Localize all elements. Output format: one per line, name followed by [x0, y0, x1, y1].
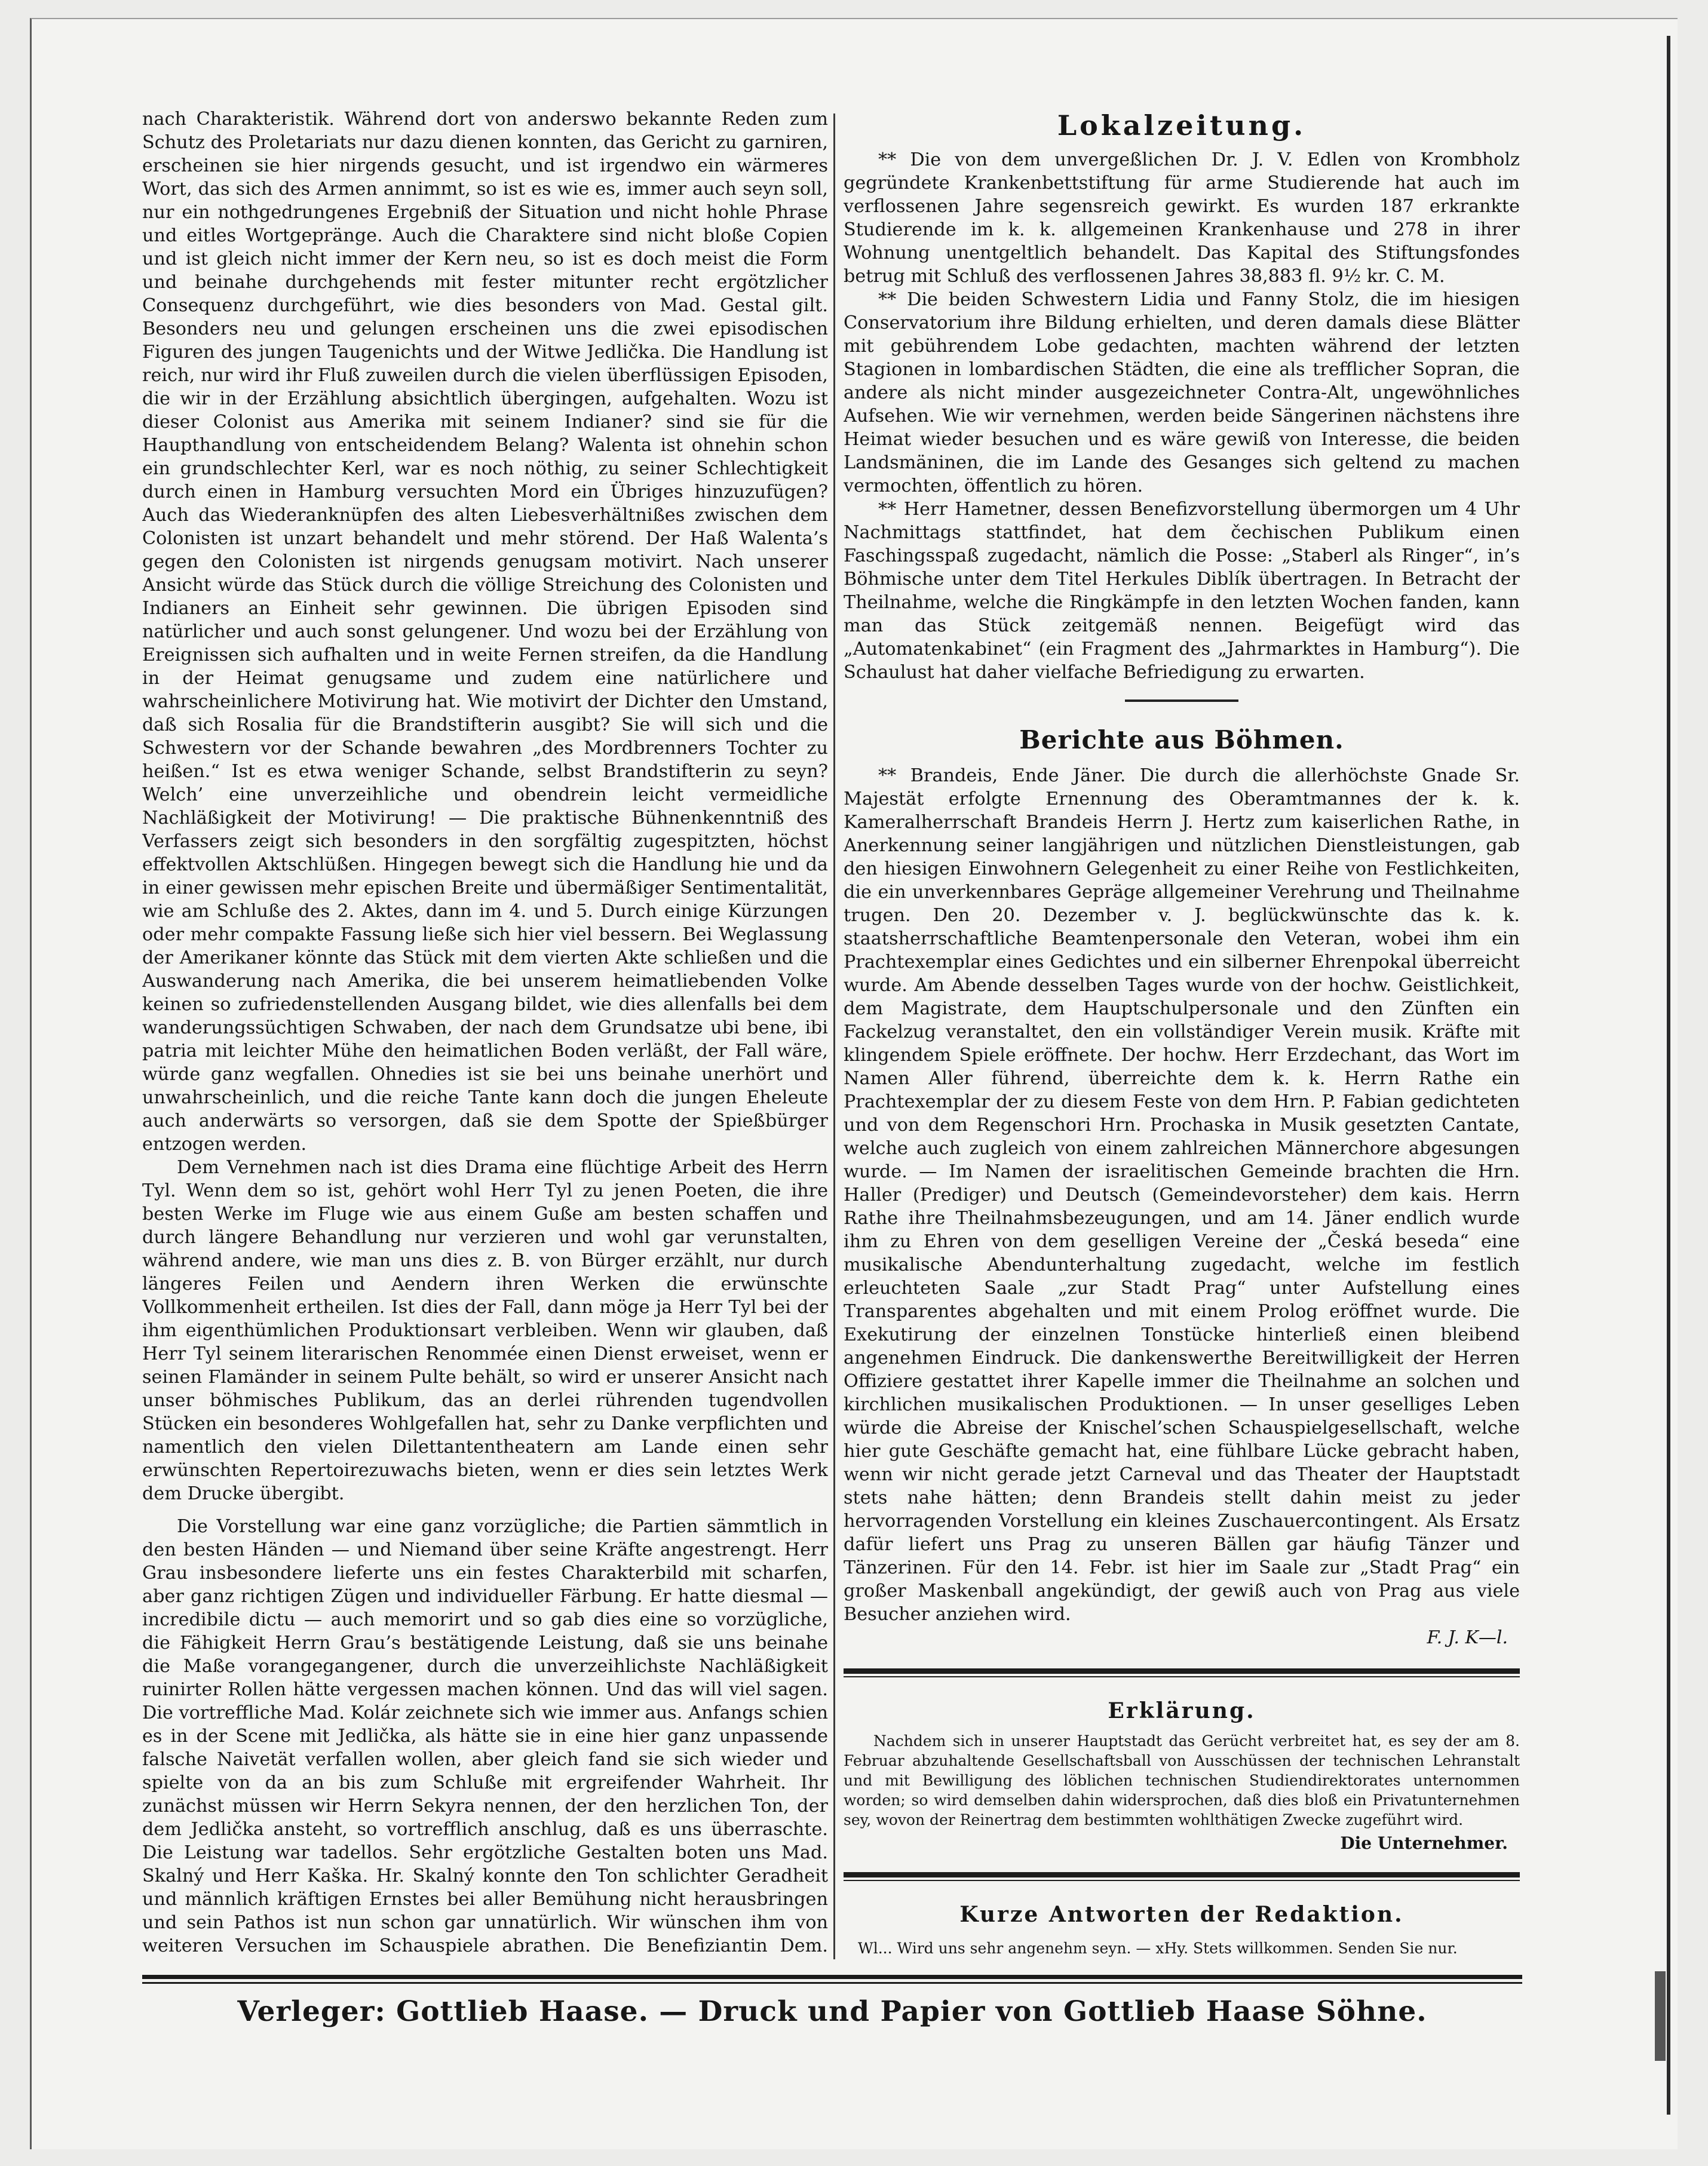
section-rule-thick — [844, 1668, 1520, 1674]
section-rule — [1125, 699, 1238, 702]
report-paragraph: ** Brandeis, Ende Jäner. Die durch die allerhöchste Gnade Sr. Majestät erfolgte Ernennung des Oberamtmannes der k. k. Kameralherrschaft Brandeis Herrn J. Hertz zum kaiserlichen Rathe, in Anerkennung seiner langjährigen und nützlichen Dienstleistungen, gab den hiesigen Einwohnern Gelegenheit zu einer Reihe von Festlichkeiten, die ein unverkennbares Gepräge allgemeiner Verehrung und Theilnahme trugen. Den 20. Dezember v. J. beglückwünschte das k. k. staatsherrschaftliche Beamtenpersonale den Veteran, wobei ihm ein Prachtexemplar eines Gedichtes und ein silberner Ehrenpokal überreicht wurde. Am Abende desselben Tages wurde von der hochw. Geistlichkeit, dem Magistrate, dem Hauptschulpersonale und den Zünften ein Fackelzug veranstaltet, den ein vollständiger Verein musik. Kräfte mit klingendem Spiele eröffnete. Der hochw. Herr Erzdechant, das Wort im Namen Aller führend, überreichte dem k. k. Herrn Rathe ein Prachtexemplar der zu diesem Feste von dem Hrn. P. Fabian gedichteten und von dem Regenschori Hrn. Prochaska in Musik gesetzten Cantate, welche auch zugleich von einem zahlreichen Männerchore abgesungen wurde. — Im Namen der israelitischen Gemeinde brachten die Hrn. Haller (Prediger) und Deutsch (Gemeindevorsteher) dem kais. Herrn Rathe ihre Theilnahmsbezeugungen, und am 14. Jäner endlich wurde ihm zu Ehren von dem geselligen Vereine der „Česká beseda“ eine musikalische Abendunterhaltung zugedacht, welche im festlich erleuchteten Saale „zur Stadt Prag“ unter Aufstellung eines Transparentes abgehalten und mit einem Prolog eröffnet wurde. Die Exekutirung der einzelnen Tonstücke hinterließ einen bleibend angenehmen Eindruck. Die dankenswerthe Bereitwilligkeit der Herren Offiziere gestattet ihrer Kapelle immer die Theilnahme an solchen und kirchlichen musikalischen Produktionen. — In unser geselliges Leben würde die Abreise der Knischel’schen Schauspielgesellschaft, welche hier gute Geschäfte gemacht hat, eine fühlbare Lücke gebracht haben, wenn wir nicht gerade jetzt Carneval und das Theater der Hauptstadt stets nahe hätten; denn Brandeis stellt dahin meist zu jeder hervorragenden Vorstellung ein kleines Zuschauercontingent. Als Ersatz dafür liefert uns Prag zu unseren Bällen gar häufig Tänzer und Tänzerinen. Für den 14. Febr. ist hier im Saale zur „Stadt Prag“ ein großer Maskenball angekündigt, der gewiß auch von Prag aus viele Besucher anziehen wird. — [844, 765, 1520, 1625]
review-paragraph: Dem Vernehmen nach ist dies Drama eine flüchtige Arbeit des Herrn Tyl. Wenn dem so ist, gehört wohl Herr Tyl zu jenen Poeten, die ihre besten Werke im Fluge wie aus einem Guße am besten schaffen und durch längere Behandlung nur verzieren und wohl gar verunstalten, während andere, wie man uns dies z. B. von Bürger erzählt, nur durch längeres Feilen und Aendern ihren Werken die erwünschte Vollkommenheit ertheilen. Ist dies der Fall, dann möge ja Herr Tyl bei der ihm eigenthümlichen Produktionsart verbleiben. Wenn wir glauben, daß Herr Tyl seinem literarischen Renommée einen Dienst erweiset, wenn er seinen Flamänder in seinem Pulte behält, so wird er unserer Ansicht nach unser böhmisches Publikum, das an derlei rührenden tugendvollen Stücken ein besonderes Wohlgefallen hat, sehr zu Danke verpflichten und namentlich den vielen Dilettantentheatern am Lande einen sehr erwünschten Repertoirezuwachs bieten, wenn er dies sein letztes Werk dem Drucke übergibt. — [142, 1157, 828, 1504]
local-news-item: ** Die von dem unvergeßlichen Dr. J. V. Edlen von Krombholz gegründete Krankenbettstiftung für arme Studierende hat auch im verflossenen Jahre segensreich gewirkt. Es wurden 187 erkrankte Studierende im k. k. allgemeinen Krankenhause und 278 in ihrer Wohnung unentgeltlich behandelt. Das Kapital des Stiftungsfondes betrug mit Schluß des verflossenen Jahres 38,883 fl. 9½ kr. C. M. — [844, 149, 1520, 287]
report-signature: F. J. K—l. — [1427, 1627, 1508, 1648]
local-news-item: ** Die beiden Schwestern Lidia und Fanny Stolz, die im hiesigen Conservatorium ihre Bildung erhielten, und deren damals diese Blätter mit gebührendem Lobe gedachten, machten während der letzten Stagionen in lombardischen Städten, die eine als trefflicher Sopran, die andere als nicht minder ausgezeichneter Contra-Alt, ungewöhnliches Aufsehen. Wie wir vernehmen, werden beide Sängerinen nächstens ihre Heimat wieder besuchen und es wäre gewiß von Interesse, die beiden Landsmäninen, die im Lande des Gesanges sich geltend zu machen vermochten, öffentlich zu hören. — [844, 289, 1520, 496]
declaration-heading: Erklärung. — [1108, 1698, 1256, 1723]
section-rule-thick — [844, 1872, 1520, 1877]
column-divider — [833, 113, 835, 1959]
footer-rule — [142, 1982, 1522, 1984]
review-paragraph: nach Charakteristik. Während dort von anderswo bekannte Reden zum Schutz des Proletariats nur dazu dienen konnten, das Gericht zu garniren, erscheinen sie hier nirgends gesucht, und ist irgendwo ein wärmeres Wort, das sich des Armen annimmt, so ist es wie es, immer auch seyn soll, nur ein nothgedrungenes Ergebniß der Situation und nicht hohle Phrase und eitles Wortgepränge. Auch die Charaktere sind nicht bloße Copien und ist gleich nicht immer der Kern neu, so ist es doch meist die Form und beinahe durchgehends mit fester mitunter recht ergötzlicher Consequenz durchgeführt, wie dies besonders von Mad. Gestal gilt. Besonders neu und gelungen erscheinen uns die zwei episodischen Figuren des jungen Taugenichts und der Witwe Jedlička. Die Handlung ist reich, nur wird ihr Fluß zuweilen durch die vielen überflüssigen Episoden, die wir in der Erzählung absichtlich übergingen, aufgehalten. Wozu ist dieser Colonist aus Amerika mit seinem Indianer? sind sie für die Haupthandlung von entscheidendem Belang? Walenta ist ohnehin schon ein grundschlechter Kerl, war es noch nöthig, zu seiner Schlechtigkeit durch einen in Hamburg versuchten Mord ein Übriges hinzuzufügen? Auch das Wiederanknüpfen des alten Liebesverhältnißes zwischen dem Colonisten ist unzart behandelt und mehr störend. Der Haß Walenta’s gegen den Colonisten ist nirgends genugsam motivirt. Nach unserer Ansicht würde das Stück durch die völlige Streichung des Colonisten und Indianers an Einheit sehr gewinnen. Die übrigen Episoden sind natürlicher und auch sonst gelungener. Und wozu bei der Erzählung von Ereignissen sich aufhalten und in weite Fernen streifen, da die Handlung in der Heimat genugsame und zudem eine natürlichere und wahrscheinlichere Motivirung hat. Wie motivirt der Dichter den Umstand, daß sich Rosalia für die Brandstifterin ausgibt? Sie will sich und die Schwestern vor der Schande bewahren „des Mordbrenners Tochter zu heißen.“ Ist es etwa weniger Schande, selbst Brandstifterin zu seyn? Welch’ eine unverzeihliche und obendrein leicht vermeidliche Nachläßigkeit der Motivirung! — Die praktische Bühnenkenntniß des Verfassers zeigt sich besonders in den sorgfältig zugespitzten, höchst effektvollen Aktschlüßen. Hingegen bewegt sich die Handlung hie und da in einer gewissen mehr epischen Breite und übermäßiger Sentimentalität, wie am Schluße des 2. Aktes, dann im 4. und 5. Durch einige Kürzungen oder mehr compakte Fassung ließe sich hier viel bessern. Bei Weglassung der Amerikaner könnte das Stück mit dem vierten Akte schließen und die Auswanderung nach Amerika, die bei unserem heimatliebenden Volke keinen so zufriedenstellenden Ausgang bildet, wie dies allenfalls bei dem wanderungssüchtigen Schwaben, der nach dem Grundsatze ubi bene, ibi patria mit leichter Mühe den heimatlichen Boden verläßt, der Fall wäre, würde ganz wegfallen. Ohnedies ist sie bei uns beinahe unerhört und unwahrscheinlich, und die reiche Tante kann doch die jungen Eheleute auch anderwärts so versorgen, daß sie dem Spotte der Spießbürger entzogen werden. — [142, 109, 828, 1155]
local-news-item: ** Herr Hametner, dessen Benefizvorstellung übermorgen um 4 Uhr Nachmittags stattfindet, hat dem čechischen Publikum einen Faschingsspaß zugedacht, nämlich die Posse: „Staberl als Ringer“, in’s Böhmische unter dem Titel Herkules Diblík übertragen. In Betracht der Theilnahme, welche die Ringkämpfe in den letzten Wochen fanden, kann man das Stück zeitgemäß nennen. Beigefügt wird das „Automatenkabinet“ (ein Fragment des „Jahrmarktes in Hamburg“). Die Schaulust hat daher vielfache Befriedigung zu erwarten. — [844, 499, 1520, 683]
page-edge-mark — [1655, 1971, 1666, 2061]
left-column — [142, 108, 828, 1959]
publisher-footer: Verleger: Gottlieb Haase. — Druck und Papier von Gottlieb Haase Söhne. — [237, 1995, 1427, 2028]
section-rule-thin — [844, 1676, 1520, 1677]
local-news-heading: Lokalzeitung. — [1057, 109, 1307, 142]
review-paragraph: Die Vorstellung war eine ganz vorzügliche; die Partien sämmtlich in den besten Händen — und Niemand über seine Kräfte angestrengt. Herr Grau insbesondere lieferte uns ein festes Charakterbild mit scharfen, aber ganz richtigen Zügen und individueller Färbung. Er hatte diesmal — incredibile dictu — auch memorirt und so gab dies eine so vorzügliche, die Fähigkeit Herrn Grau’s bestätigende Leistung, daß sie uns beinahe die Maße vorangegangener, durch die unverzeihlichste Nachläßigkeit ruinirter Rollen hätte vergessen machen können. Und das will viel sagen. Die vortreffliche Mad. Kolár zeichnete sich wie immer aus. Anfangs schien es in der Scene mit Jedlička, als hätte sie in eine hier ganz unpassende falsche Naivetät verfallen wollen, aber gleich fand sie sich wieder und spielte von da an bis zum Schluße mit ergreifender Wahrheit. Ihr zunächst müssen wir Herrn Sekyra nennen, der den herzlichen Ton, der dem Jedlička ansteht, so vortrefflich anschlug, daß es uns überraschte. Die Leistung war tadellos. Sehr ergötzliche Gestalten boten uns Mad. Skalný und Herr Kaška. Hr. Skalný konnte den Ton schlichter Geradheit und männlich kräftigen Ernstes bei aller Bemühung nicht herausbringen und sein Pathos ist nun schon gar unnatürlich. Wir wünschen ihm von weiteren Versuchen im Schauspiele abrathen. Die Benefiziantin Dem. — [142, 1516, 828, 1956]
declaration-text: Nachdem sich in unserer Hauptstadt das Gerücht verbreitet hat, es sey der am 8. Februar abzuhaltende Gesellschaftsball von Ausschüssen der technischen Lehranstalt und mit Bewilligung des löblichen technischen Studiendirektorates unternommen worden; so wird demselben dahin widersprochen, daß dies bloß ein Privatunternehmen sey, wovon der Reinertrag dem bestimmten wohlthätigen Zwecke zugeführt wird. — [844, 1732, 1520, 1828]
answers-heading: Kurze Antworten der Redaktion. — [959, 1902, 1404, 1927]
page-edge-shadow — [1667, 36, 1670, 2115]
footer-rule — [142, 1975, 1522, 1979]
right-column — [844, 108, 1520, 1959]
declaration-signature: Die Unternehmer. — [1340, 1833, 1508, 1853]
answers-text: Wl... Wird uns sehr angenehm seyn. — xHy. Stets willkommen. Senden Sie nur. — [858, 1940, 1458, 1957]
section-rule-thin — [844, 1880, 1520, 1881]
reports-heading: Berichte aus Böhmen. — [1019, 725, 1344, 754]
